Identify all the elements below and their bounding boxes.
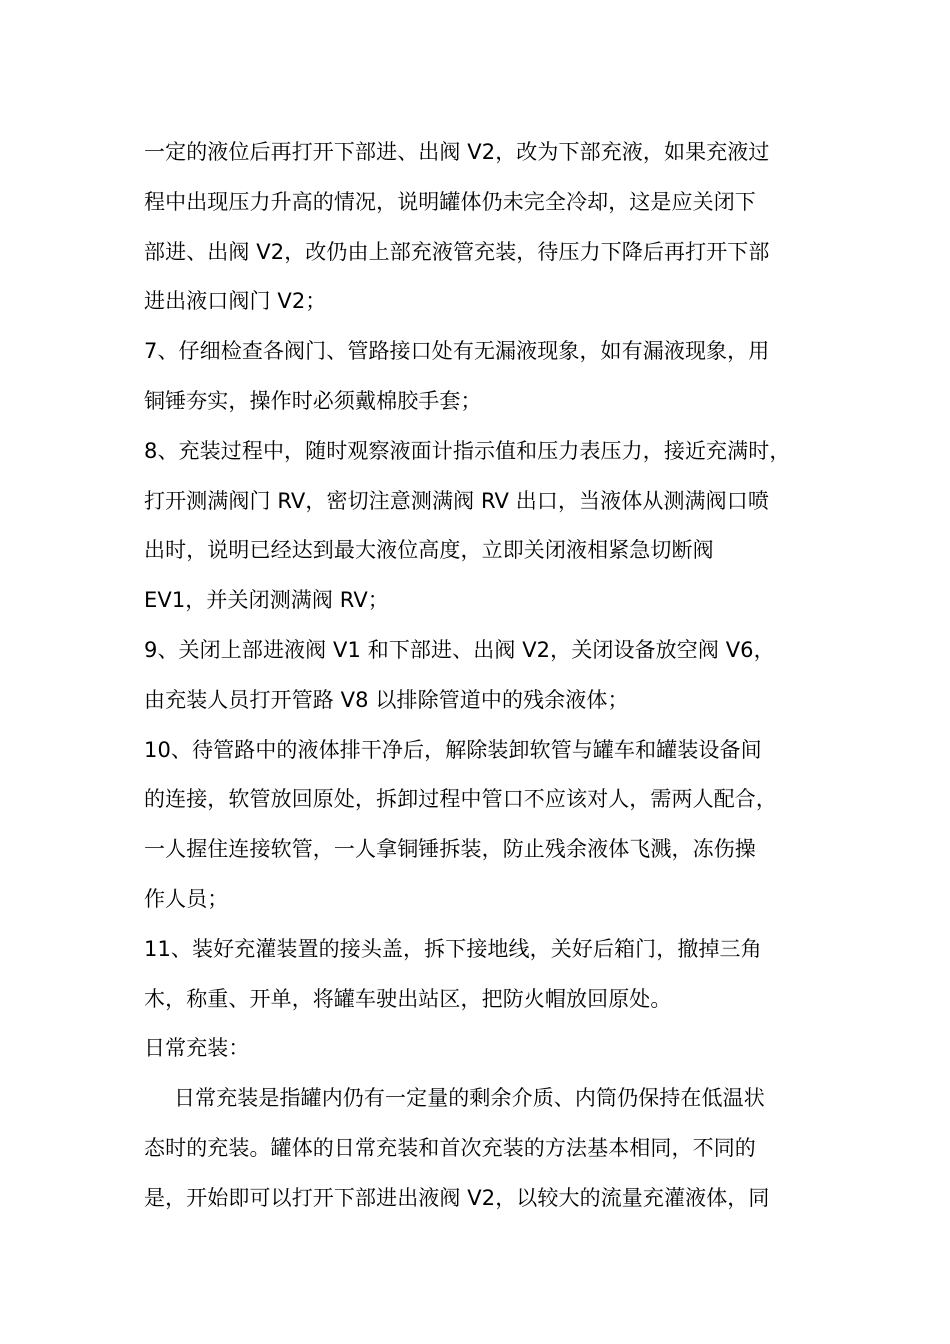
text-line: 进出液口阀门 V2；: [144, 289, 327, 314]
text-line: 由充装人员打开管路 V8 以排除管道中的残余液体；: [144, 687, 629, 712]
text-line: 是，开始即可以打开下部进出液阀 V2，以较大的流量充灌液体，同: [144, 1185, 770, 1210]
text-line: 态时的充装。罐体的日常充装和首次充装的方法基本相同，不同的: [144, 1135, 756, 1160]
section-heading: 日常充装：: [144, 1036, 250, 1061]
text-line: 作人员；: [144, 886, 229, 911]
text-line: 部进、出阀 V2，改仍由上部充液管充装，待压力下降后再打开下部: [144, 239, 770, 264]
document-body: [144, 128, 834, 1224]
text-line: 一人握住连接软管，一人拿铜锤拆装，防止残余液体飞溅，冻伤操: [144, 837, 756, 862]
text-line: 铜锤夯实，操作时必须戴棉胶手套；: [144, 388, 482, 413]
text-line: 打开测满阀门 RV，密切注意测满阀 RV 出口，当液体从测满阀口喷: [144, 488, 769, 513]
step-9-line: 9、关闭上部进液阀 V1 和下部进、出阀 V2，关闭设备放空阀 V6，: [144, 637, 775, 662]
text-line: 一定的液位后再打开下部进、出阀 V2，改为下部充液，如果充液过: [144, 140, 770, 164]
step-7-line: 7、仔细检查各阀门、管路接口处有无漏液现象，如有漏液现象，用: [144, 339, 770, 364]
step-10-line: 10、待管路中的液体排干净后，解除装卸软管与罐车和罐装设备间: [144, 737, 762, 762]
text-line: EV1，并关闭测满阀 RV；: [144, 588, 389, 613]
text-line: 的连接，软管放回原处，拆卸过程中管口不应该对人，需两人配合，: [144, 787, 777, 812]
text-line: 出时，说明已经达到最大液位高度，立即关闭液相紧急切断阀: [144, 538, 714, 563]
text-line: 程中出现压力升高的情况，说明罐体仍未完全冷却，这是应关闭下: [144, 189, 756, 214]
paragraph-first-line: 日常充装是指罐内仍有一定量的剩余介质、内筒仍保持在低温状: [174, 1086, 765, 1111]
step-11-line: 11、装好充灌装置的接头盖，拆下接地线，关好后箱门，撤掉三角: [144, 936, 762, 961]
step-8-line: 8、充装过程中，随时观察液面计指示值和压力表压力，接近充满时，: [144, 438, 791, 463]
text-line: 木，称重、开单，将罐车驶出站区，把防火帽放回原处。: [144, 986, 672, 1011]
